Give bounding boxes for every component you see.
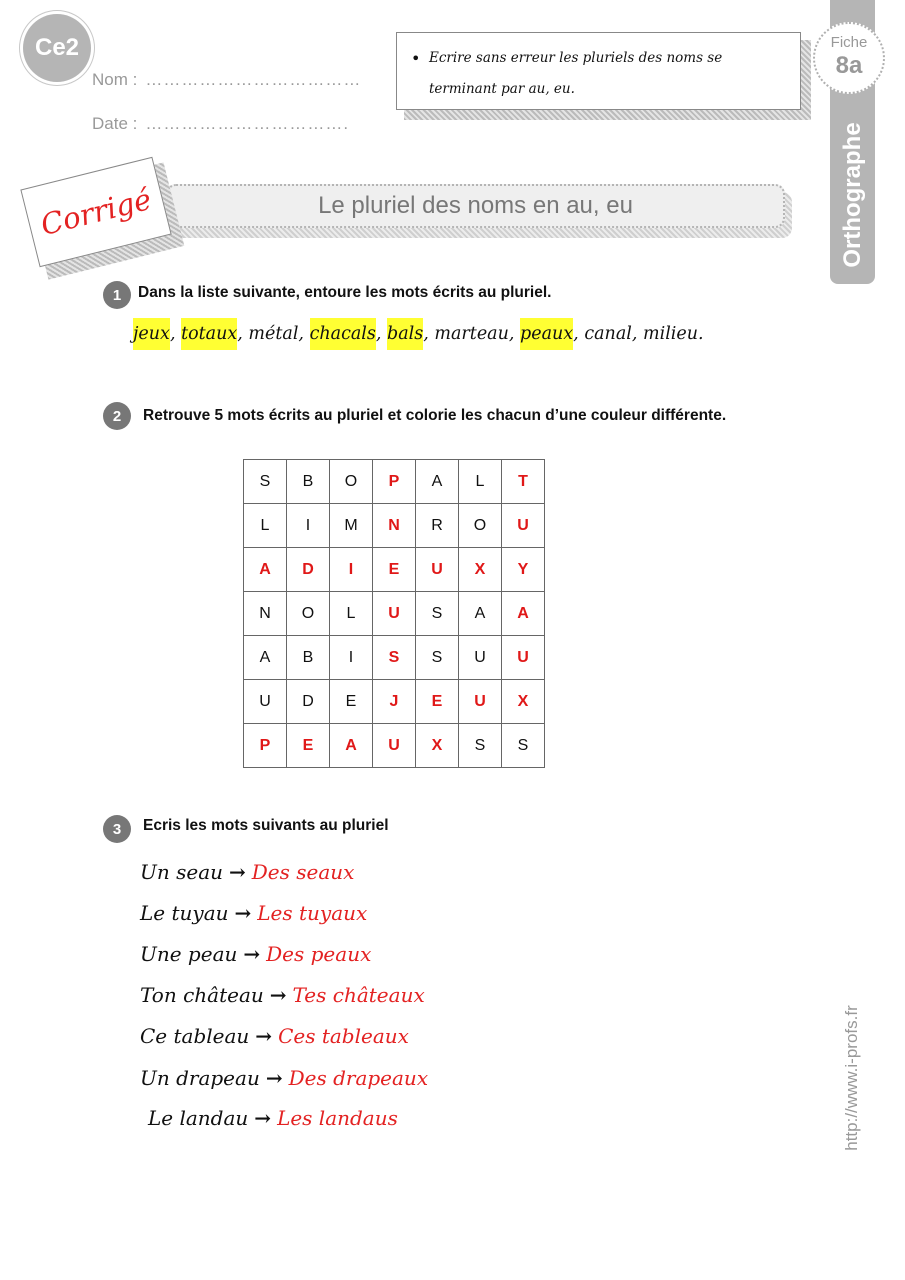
plural-item [140,983,425,1007]
exercise-1-number: 1 [103,281,131,309]
grid-cell: S [244,460,287,504]
word-search-grid [243,459,545,768]
grid-cell-answer: A [244,548,287,592]
grid-cell: I [287,504,330,548]
grid-cell-answer: U [373,592,416,636]
word-separator: , [508,324,521,344]
title-banner [166,184,785,228]
date-field [92,114,349,134]
grid-cell: U [244,680,287,724]
grid-cell: S [416,592,459,636]
plural-item [140,860,354,884]
grid-cell-answer: I [330,548,373,592]
grid-cell-answer: U [502,504,545,548]
grid-cell: A [416,460,459,504]
fiche-number: 8a [835,52,863,79]
fiche-badge [813,22,885,94]
grid-cell: B [287,636,330,680]
grid-cell-answer: E [287,724,330,768]
grid-cell-answer: E [373,548,416,592]
grid-cell: S [416,636,459,680]
exercise-3-instruction: Ecris les mots suivants au pluriel [143,817,389,834]
grid-row [244,504,545,548]
grid-cell-answer: P [373,460,416,504]
grid-cell: B [287,460,330,504]
grid-cell-answer: S [373,636,416,680]
grid-row [244,636,545,680]
word-separator: , [375,324,388,344]
word-item: peaux [520,318,573,350]
arrow-right-icon: → [254,1106,272,1130]
plural-answer: Des drapeaux [288,1066,429,1090]
singular-word: Ton château [140,983,264,1007]
arrow-right-icon: → [229,860,246,884]
grid-row [244,548,545,592]
grid-cell: D [287,680,330,724]
word-item: canal [584,324,632,344]
plural-item [140,1024,409,1048]
grid-cell-answer: U [416,548,459,592]
singular-word: Une peau [140,942,238,966]
word-item: milieu [643,324,699,344]
level-badge: Ce2 [23,14,91,82]
word-separator: . [698,324,704,344]
plural-answer: Des seaux [251,860,355,884]
plural-item [140,901,367,925]
plural-answer: Tes châteaux [292,983,425,1007]
plural-item [148,1106,398,1130]
grid-cell-answer: A [502,592,545,636]
grid-cell-answer: P [244,724,287,768]
grid-cell-answer: X [416,724,459,768]
name-field [92,70,361,90]
word-separator: , [573,324,585,344]
plural-item [140,942,371,966]
grid-cell-answer: X [502,680,545,724]
name-label: Nom : [92,70,138,89]
plural-answer: Les landaus [277,1106,398,1130]
word-separator: , [631,324,643,344]
date-blank: ……………………………. [145,114,350,133]
name-blank: ……………………………… [145,70,362,89]
word-item: marteau [434,324,509,344]
grid-cell: N [244,592,287,636]
grid-cell-answer: N [373,504,416,548]
word-separator: , [169,324,182,344]
singular-word: Le landau [148,1106,249,1130]
arrow-right-icon: → [255,1024,273,1048]
singular-word: Ce tableau [140,1024,250,1048]
plural-answer: Les tuyaux [257,901,368,925]
page-title: Le pluriel des noms en au, eu [318,192,633,219]
grid-cell-answer: T [502,460,545,504]
date-label: Date : [92,114,138,133]
grid-row [244,680,545,724]
singular-word: Un seau [140,860,223,884]
arrow-right-icon: → [265,1066,283,1090]
grid-cell: R [416,504,459,548]
word-list [133,324,704,344]
singular-word: Le tuyau [140,901,229,925]
grid-row [244,460,545,504]
grid-cell: L [459,460,502,504]
plural-answer: Des peaux [266,942,372,966]
grid-cell: O [330,460,373,504]
grid-cell: O [459,504,502,548]
arrow-right-icon: → [234,901,252,925]
singular-word: Un drapeau [140,1066,260,1090]
grid-cell: U [459,636,502,680]
grid-cell-answer: U [459,680,502,724]
grid-row [244,592,545,636]
site-url: http://www.i-profs.fr [842,1005,861,1151]
objective-box: • Ecrire sans erreur les pluriels des noms se terminant par au, eu. [396,32,801,110]
word-separator: , [237,324,249,344]
corrige-stamp: Corrigé [20,157,171,268]
exercise-2-number: 2 [103,402,131,430]
arrow-right-icon: → [243,942,261,966]
grid-cell-answer: Y [502,548,545,592]
plural-item [140,1066,428,1090]
word-item: jeux [133,318,170,350]
grid-cell-answer: U [502,636,545,680]
word-separator: , [298,324,310,344]
grid-cell: O [287,592,330,636]
arrow-right-icon: → [269,983,287,1007]
grid-cell-answer: A [330,724,373,768]
fiche-label: Fiche [830,34,868,51]
grid-cell: S [459,724,502,768]
grid-cell: A [459,592,502,636]
grid-cell-answer: D [287,548,330,592]
grid-cell: I [330,636,373,680]
grid-cell: A [244,636,287,680]
exercise-2-instruction: Retrouve 5 mots écrits au pluriel et colorie les chacun d’une couleur différente. [143,407,727,424]
word-item: bals [387,318,423,350]
grid-cell: L [244,504,287,548]
grid-row [244,724,545,768]
word-item: métal [248,324,299,344]
grid-cell: E [330,680,373,724]
exercise-1-instruction: Dans la liste suivante, entoure les mots écrits au pluriel. [138,284,552,301]
exercise-3-number: 3 [103,815,131,843]
plural-answer: Ces tableaux [278,1024,409,1048]
grid-cell-answer: J [373,680,416,724]
grid-cell-answer: X [459,548,502,592]
word-separator: , [423,324,435,344]
word-item: totaux [181,318,237,350]
subject-label: Orthographe [839,122,866,268]
grid-cell-answer: U [373,724,416,768]
grid-cell: M [330,504,373,548]
grid-cell: S [502,724,545,768]
word-item: chacals [310,318,376,350]
grid-cell-answer: E [416,680,459,724]
grid-cell: L [330,592,373,636]
